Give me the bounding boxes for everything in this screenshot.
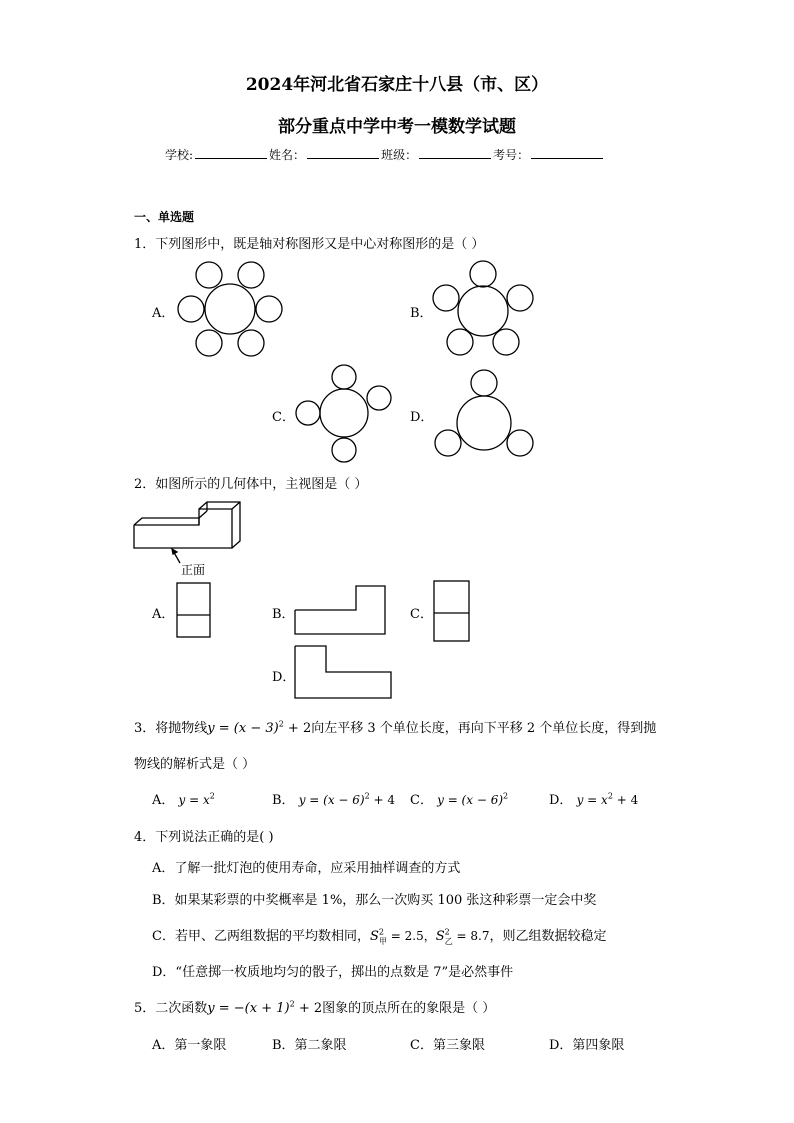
q5-option-c[interactable]: C．第三象限 — [410, 1038, 485, 1053]
q5-formula-tail: + 2 — [294, 1001, 323, 1016]
q1-option-a-label[interactable]: A． — [152, 306, 175, 321]
front-arrow-head — [172, 549, 177, 554]
q3-option-c-label: C． — [410, 793, 433, 808]
title-line-2: 部分重点中学中考一模数学试题 — [278, 117, 516, 137]
q1-figure-d — [428, 366, 538, 466]
small-circle — [196, 330, 222, 356]
exam-no-blank[interactable] — [531, 146, 603, 159]
q2-figure-a — [176, 582, 216, 642]
q2-option-c-label[interactable]: C． — [410, 607, 433, 622]
variance-symbol: S — [435, 929, 445, 944]
center-circle — [205, 284, 255, 334]
q3-option-c-formula: y = (x − 6) — [437, 793, 504, 807]
small-circle — [433, 285, 459, 311]
small-circle — [332, 438, 356, 462]
q2-option-b-label[interactable]: B． — [272, 607, 295, 622]
q4-option-d[interactable]: D．“任意掷一枚质地均匀的骰子，掷出的点数是 7”是必然事件 — [152, 965, 514, 980]
q4-option-a[interactable]: A．了解一批灯泡的使用寿命，应采用抽样调查的方式 — [152, 861, 461, 876]
small-circle — [196, 262, 222, 288]
solid-top — [134, 518, 199, 525]
small-circle — [507, 285, 533, 311]
q5-exponent: 2 — [289, 999, 295, 1009]
small-circle — [238, 262, 264, 288]
school-label: 学校: — [165, 148, 194, 162]
class-label: 班级： — [381, 148, 418, 162]
small-circle — [238, 330, 264, 356]
q3-option-d-formula: y = x — [576, 793, 608, 807]
student-info-line — [165, 146, 605, 163]
q4-option-c[interactable] — [152, 925, 607, 947]
name-blank[interactable] — [307, 146, 379, 159]
q3-option-b-label: B． — [272, 793, 295, 808]
q3-option-d[interactable] — [549, 789, 638, 808]
solid-edge — [232, 502, 240, 509]
small-circle — [178, 296, 204, 322]
solid-edge — [199, 511, 207, 518]
small-circle — [256, 296, 282, 322]
center-circle — [458, 286, 508, 336]
q3-option-d-label: D． — [549, 793, 573, 808]
small-circle — [367, 386, 391, 410]
q1-option-d-label[interactable]: D． — [410, 410, 434, 425]
q3-stem-part: 向左平移 3 个单位长度，再向下平移 2 个单位长度，得到抛 — [311, 721, 657, 736]
section-heading: 一、单选题 — [134, 210, 195, 224]
q5-option-a[interactable]: A．第一象限 — [152, 1038, 227, 1053]
q1-option-b-label[interactable]: B． — [410, 306, 433, 321]
q3-option-b[interactable] — [272, 789, 395, 808]
q3-option-b-tail: + 4 — [369, 793, 396, 807]
q5-formula: y = −(x + 1) — [207, 1001, 290, 1016]
variance-exponent: 2 — [378, 927, 384, 937]
name-label: 姓名： — [269, 148, 306, 162]
q3-exponent: 2 — [278, 719, 284, 729]
small-circle — [493, 329, 519, 355]
small-circle — [447, 329, 473, 355]
q1-figure-c — [288, 360, 398, 470]
q3-option-a-label: A． — [152, 793, 175, 808]
class-blank[interactable] — [419, 146, 491, 159]
q3-option-d-tail: + 4 — [612, 793, 639, 807]
q2-figure-d — [294, 645, 394, 701]
q4-option-b[interactable]: B．如果某彩票的中奖概率是 1%，那么一次购买 100 张这种彩票一定会中奖 — [152, 893, 597, 908]
solid-outline — [134, 509, 232, 548]
q2-option-a-label[interactable]: A． — [152, 607, 175, 622]
small-circle — [507, 430, 533, 456]
q3-formula: y = (x − 3) — [207, 721, 279, 736]
q3-stem-line-2: 物线的解析式是（ ） — [134, 757, 256, 772]
school-blank[interactable] — [195, 146, 267, 159]
center-circle — [320, 389, 368, 437]
q4-option-c-text: C．若甲、乙两组数据的平均数相同， — [152, 929, 370, 944]
variance-symbol: S — [369, 929, 379, 944]
exam-no-label: 考号： — [493, 148, 530, 162]
q5-stem — [134, 997, 495, 1016]
title-line-1: 2024年河北省石家庄十八县（市、区） — [245, 75, 549, 95]
q5-option-b[interactable]: B．第二象限 — [272, 1038, 347, 1053]
q3-option-c-exponent: 2 — [503, 791, 509, 801]
small-circle — [435, 430, 461, 456]
q3-option-b-exponent: 2 — [364, 791, 370, 801]
q5-option-d[interactable]: D．第四象限 — [549, 1038, 625, 1053]
q3-option-a-exponent: 2 — [209, 791, 215, 801]
small-circle — [470, 261, 496, 287]
q3-option-a[interactable] — [152, 789, 215, 808]
q3-formula-tail: + 2 — [283, 721, 312, 736]
center-circle — [457, 396, 511, 450]
q3-stem-line-1 — [134, 717, 656, 736]
q2-option-d-label[interactable]: D． — [272, 670, 296, 685]
q5-stem-part: 5．二次函数 — [134, 1001, 208, 1016]
small-circle — [471, 370, 497, 396]
q2-figure-b — [294, 585, 389, 637]
q4-stem: 4．下列说法正确的是( ) — [134, 830, 274, 845]
q2-stem: 2．如图所示的几何体中，主视图是（ ） — [134, 477, 368, 492]
q3-option-c[interactable] — [410, 789, 508, 808]
q2-figure-c — [433, 580, 473, 642]
variance-subscript: 乙 — [444, 936, 453, 946]
q1-figure-a — [170, 258, 290, 358]
q5-stem-part: 图象的顶点所在的象限是（ ） — [322, 1001, 496, 1016]
q4-option-c-text: ，则乙组数据较稳定 — [489, 929, 607, 944]
variance-exponent: 2 — [444, 927, 450, 937]
variance-value: = 8.7 — [452, 929, 490, 943]
q1-figure-b — [428, 258, 538, 358]
q3-option-d-exponent: 2 — [607, 791, 613, 801]
variance-value: = 2.5， — [386, 929, 436, 943]
q3-option-b-formula: y = (x − 6) — [298, 793, 365, 807]
q3-option-a-formula: y = x — [178, 793, 210, 807]
variance-subscript: 甲 — [378, 936, 387, 946]
front-label: 正面 — [181, 563, 206, 577]
small-circle — [332, 365, 356, 389]
q1-stem: 1．下列图形中，既是轴对称图形又是中心对称图形的是（ ） — [134, 237, 485, 252]
small-circle — [296, 401, 320, 425]
q1-option-c-label[interactable]: C． — [272, 410, 295, 425]
q3-stem-part: 3．将抛物线 — [134, 721, 208, 736]
